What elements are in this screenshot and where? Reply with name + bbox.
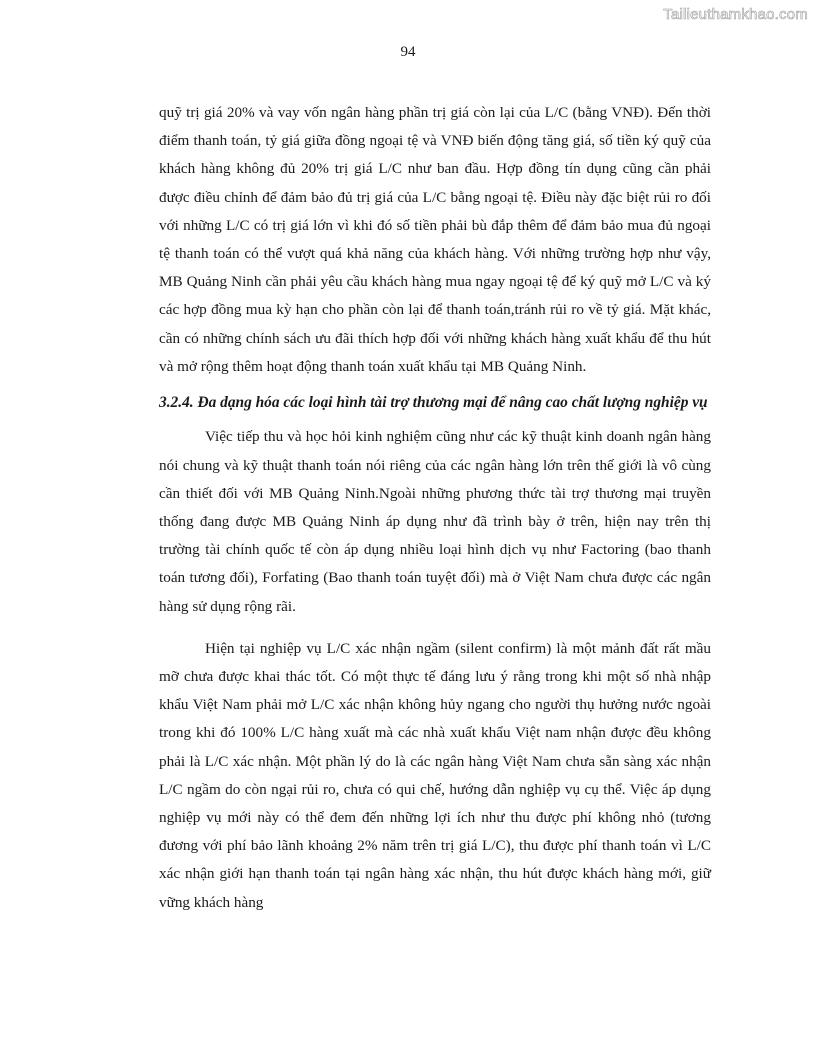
- paragraph-1: quỹ trị giá 20% và vay vốn ngân hàng phần trị giá còn lại của L/C (bằng VNĐ). Đến thời điểm thanh toán, tỷ giá giữa đồng ngoại tệ và VNĐ biến động tăng giá, số tiền ký quỹ của khách hàng không đủ 20% trị giá L/C như ban đầu. Hợp đồng tín dụng cũng cần phải được điều chỉnh để đảm bảo đủ trị giá của L/C bằng ngoại tệ. Điều này đặc biệt rủi ro đối với những L/C có trị giá lớn vì khi đó số tiền phải bù đắp thêm để đảm bảo mua đủ ngoại tệ thanh toán có thể vượt quá khả năng của khách hàng. Với những trường hợp như vậy, MB Quảng Ninh cần phải yêu cầu khách hàng mua ngay ngoại tệ để ký quỹ mở L/C và ký các hợp đồng mua kỳ hạn cho phần còn lại để thanh toán,tránh rủi ro về tỷ giá. Mặt khác, cần có những chính sách ưu đãi thích hợp đối với những khách hàng xuất khẩu để thu hút và mở rộng thêm hoạt động thanh toán xuất khẩu tại MB Quảng Ninh.: [159, 104, 711, 375]
- watermark: Tailieuthamkhao.com: [663, 6, 808, 23]
- section-heading: 3.2.4. Đa dạng hóa các loại hình tài trợ thương mại để nâng cao chất lượng nghiệp vụ: [159, 394, 708, 412]
- paragraph-3: Hiện tại nghiệp vụ L/C xác nhận ngầm (silent confirm) là một mảnh đất rất mầu mỡ chưa được khai thác tốt. Có một thực tế đáng lưu ý rằng trong khi một số nhà nhập khẩu Việt Nam phải mở L/C xác nhận không hủy ngang cho người thụ hưởng nước ngoài trong khi đó 100% L/C hàng xuất mà các nhà xuất khẩu Việt nam nhận được đều không phải là L/C xác nhận. Một phần lý do là các ngân hàng Việt Nam chưa sẵn sàng xác nhận L/C ngầm do còn ngại rủi ro, chưa có qui chế, hướng dẫn nghiệp vụ cụ thể. Việc áp dụng nghiệp vụ mới này có thể đem đến những lợi ích như thu được phí không nhỏ (tương đương với phí bảo lãnh khoảng 2% năm trên trị giá L/C), thu được phí thanh toán vì L/C xác nhận giới hạn thanh toán tại ngân hàng xác nhận, thu hút được khách hàng mới, giữ vững khách hàng: [159, 639, 711, 911]
- document-body: [159, 99, 711, 917]
- paragraph-2: Việc tiếp thu và học hỏi kinh nghiệm cũng như các kỹ thuật kinh doanh ngân hàng nói chung và kỹ thuật thanh toán nói riêng của các ngân hàng lớn trên thế giới là vô cùng cần thiết đối với MB Quảng Ninh.Ngoài những phương thức tài trợ thương mại truyền thống đang được MB Quảng Ninh áp dụng như đã trình bày ở trên, hiện nay trên thị trường tài chính quốc tế còn áp dụng nhiều loại hình dịch vụ như Factoring (bao thanh toán tương đối), Forfating (Bao thanh toán tuyệt đối) mà ở Việt Nam chưa được các ngân hàng sử dụng rộng rãi.: [159, 428, 711, 615]
- page-number: 94: [400, 44, 416, 60]
